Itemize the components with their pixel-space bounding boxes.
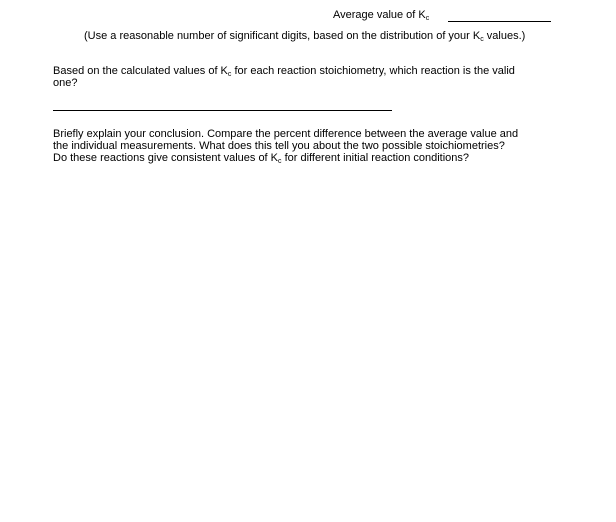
kc-subscript: c <box>227 71 232 78</box>
average-kc-label-text: Average value of K <box>333 9 426 21</box>
question2-line3 <box>53 152 553 164</box>
question1-line2: one? <box>53 77 78 89</box>
average-kc-label <box>333 9 429 21</box>
kc-subscript: c <box>480 36 484 43</box>
sig-note-text-2: values.) <box>483 30 526 42</box>
question1-line1 <box>53 65 553 77</box>
question1-text-2: for each reaction stoichiometry, which reaction is the valid <box>231 65 515 77</box>
valid-reaction-question <box>53 65 553 89</box>
kc-subscript: c <box>278 158 282 165</box>
question2-text-3b: for different initial reaction conditions? <box>281 152 470 164</box>
question1-text-1: Based on the calculated values of K <box>53 65 228 77</box>
sig-note-text-1: (Use a reasonable number of significant digits, based on the distribution of your K <box>84 30 481 42</box>
valid-reaction-answer-line[interactable] <box>53 110 392 111</box>
question2-line1: Briefly explain your conclusion. Compare the percent difference between the average value and <box>53 128 519 140</box>
kc-subscript: c <box>425 15 430 22</box>
average-kc-answer-line[interactable] <box>448 21 551 22</box>
significant-digits-note <box>84 30 525 42</box>
question2-line2: the individual measurements. What does this tell you about the two possible stoichiometries? <box>53 140 505 152</box>
question2-text-3a: Do these reactions give consistent values of K <box>53 152 279 164</box>
explanation-answer-area[interactable] <box>53 175 563 505</box>
explain-conclusion-question <box>53 128 553 164</box>
